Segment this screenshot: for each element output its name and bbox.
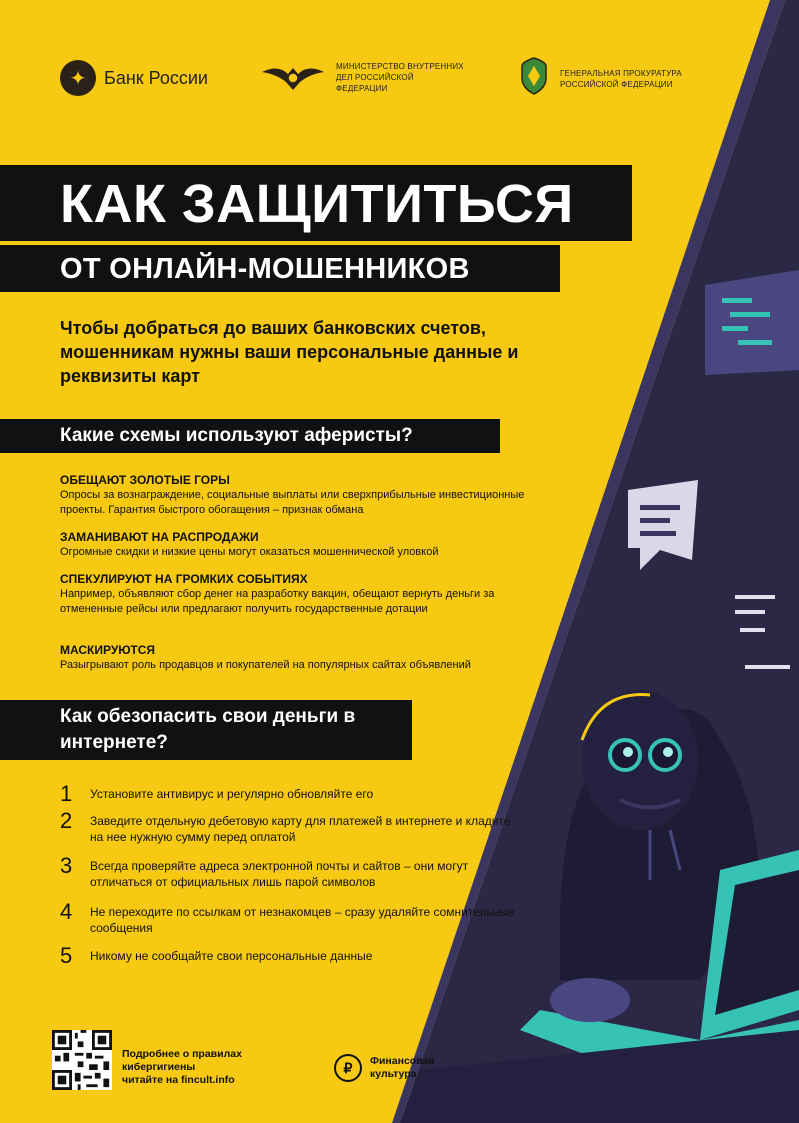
intro-text: Чтобы добраться до ваших банковских счетов, мошенникам нужны ваши персональные данные и реквизиты карт [60,318,519,386]
subtitle: ОТ ОНЛАЙН-МОШЕННИКОВ [60,253,470,285]
tip-number: 3 [60,853,73,878]
scheme-item [60,530,550,560]
winged-eagle-icon [260,60,326,94]
bank-of-russia-logo [60,60,208,96]
protect-heading: Как обезопасить свои деньги в интернете? [60,706,356,753]
footer-line: Подробнее о правилах [122,1048,242,1060]
subtitle-bar [0,245,560,292]
scheme-text: Например, объявляют сбор денег на разработку вакцин, обещают вернуть деньги за отмененные рейсы или предлагают получить государственные дотации [60,588,495,615]
tip-number: 1 [60,781,73,806]
tip-number: 5 [60,943,73,968]
scheme-title: МАСКИРУЮТСЯ [60,643,155,657]
shield-emblem-icon [518,56,550,101]
schemes-heading-bar [0,419,500,453]
qr-code[interactable] [52,1030,112,1090]
scheme-item [60,572,550,616]
tip-text: Никому не сообщайте свои персональные данные [90,949,373,963]
double-eagle-icon: ✦ [60,60,96,96]
ruble-icon: ₽ [334,1054,362,1082]
schemes-heading: Какие схемы используют аферисты? [60,425,413,446]
tip-number: 2 [60,808,73,833]
scheme-title: ОБЕЩАЮТ ЗОЛОТЫЕ ГОРЫ [60,473,230,487]
scheme-item [60,473,550,517]
scheme-text: Опросы за вознаграждение, социальные выплаты или сверхприбыльные инвестиционные проекты. Гарантия быстрого обогащения – признак обмана [60,489,525,516]
financial-culture-label: Финансовая культура [370,1055,435,1080]
tip-text: Заведите отдельную дебетовую карту для платежей в интернете и кладите на нее нужную сумму перед оплатой [90,814,511,844]
bank-of-russia-name: Банк России [104,67,208,88]
tip-number: 4 [60,899,73,924]
mvd-name: МИНИСТЕРСТВО ВНУТРЕННИХ ДЕЛ РОССИЙСКОЙ ФЕДЕРАЦИИ [336,61,464,93]
fincult-link[interactable]: fincult.info [181,1074,235,1086]
footer-prefix: читайте на [122,1074,181,1086]
mvd-logo [260,60,466,94]
scheme-text: Разыгрывают роль продавцов и покупателей на популярных сайтах объявлений [60,659,471,671]
main-title: КАК ЗАЩИТИТЬСЯ [60,174,574,234]
footer-line [122,1074,302,1087]
prosecutor-logo [518,56,700,101]
scheme-text: Огромные скидки и низкие цены могут оказаться мошеннической уловкой [60,546,439,558]
protect-heading-bar [0,700,412,760]
scheme-title: СПЕКУЛИРУЮТ НА ГРОМКИХ СОБЫТИЯХ [60,572,308,586]
footer-info [122,1048,302,1087]
partner-logos [60,56,779,102]
footer-line: кибергигиены [122,1061,196,1073]
code-panel-graphic [705,270,799,375]
scheme-title: ЗАМАНИВАЮТ НА РАСПРОДАЖИ [60,530,259,544]
prosecutor-name: ГЕНЕРАЛЬНАЯ ПРОКУРАТУРА РОССИЙСКОЙ ФЕДЕРАЦИИ [560,68,682,89]
financial-culture-logo [334,1054,460,1082]
main-title-bar [0,165,632,241]
scheme-item [60,643,550,673]
tip-text: Не переходите по ссылкам от незнакомцев – сразу удаляйте сомнительные сообщения [90,905,515,935]
tip-text: Установите антивирус и регулярно обновляйте его [90,787,374,801]
tip-text: Всегда проверяйте адреса электронной почты и сайтов – они могут отличаться от официальных лишь парой символов [90,859,469,889]
